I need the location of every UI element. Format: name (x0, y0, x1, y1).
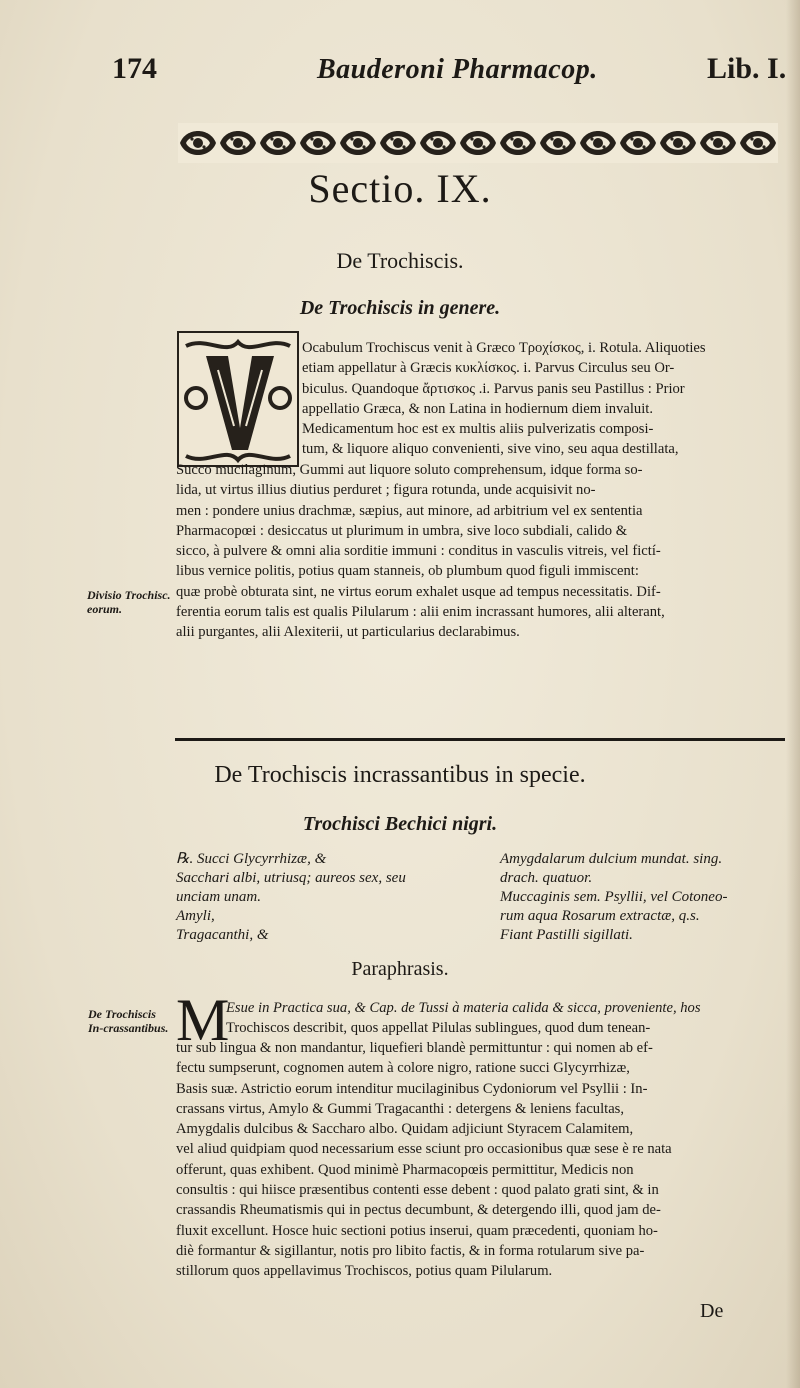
paraphrasis-body (176, 1038, 782, 1282)
text-line: offerunt, quas exhibent. Quod minimè Pharmacopœis permittitur, Medicis non (176, 1161, 634, 1178)
text-line: biculus. Quandoque ἄρτισκος .i. Parvus panis seu Pastillus : Prior (302, 380, 685, 397)
text-line: Medicamentum hoc est ex multis aliis pulverizatis composi- (302, 421, 654, 438)
running-title: Bauderoni Pharmacop. (317, 54, 598, 85)
text-line: stillorum quos appellavimus Trochiscos, potius quam Pilularum. (176, 1263, 553, 1280)
text-line: Succo mucilaginum, Gummi aut liquore soluto comprehensum, idque forma so- (176, 462, 643, 478)
recipe-line: Tragacanthi, & (176, 927, 269, 943)
section-rule (175, 738, 785, 741)
ornament-band (178, 123, 778, 163)
margin-note-divisio: Divisio Trochisc. eorum. (87, 588, 171, 616)
text-line: crassans virtus, Amylo & Gummi Tragacanthi : detergens & leniens facultas, (176, 1100, 625, 1117)
recipe-left-column (176, 850, 486, 945)
section-subtitle: De Trochiscis. (336, 248, 464, 273)
section-sub-subtitle: De Trochiscis in genere. (299, 297, 501, 319)
text-line: Pharmacopœi : desiccatus ut plurimum in umbra, sive loco subdiali, calido & (176, 522, 628, 539)
text-line: sicco, à pulvere & omni alia sorditie immuni : conditus in vasculis vitreis, vel fictí- (176, 543, 661, 560)
text-line: Amygdalis dulcibus & Saccharo albo. Quidam adjiciunt Styracem Calamitem, (176, 1121, 634, 1138)
decorated-initial-v (176, 330, 300, 468)
recipe-line: Sacchari albi, utriusq; aureos sex, seu (176, 870, 406, 886)
text-line: consultis : qui hiisce præsentibus contenti esse debent : quod palato grati sint, & in (176, 1182, 659, 1199)
section-heading: Sectio. IX. (308, 166, 492, 211)
text-line: quæ probè obturata sint, ne virtus eorum exhalet usque ad tempus necessitatis. Dif- (176, 583, 661, 600)
text-line: Basis suæ. Astrictio eorum intenditur mucilaginibus Cydoniorum vel Psyllii : In- (176, 1080, 648, 1097)
text-line: lida, ut virtus illius diutius perduret ; figura rotunda, unde acquisivit no- (176, 482, 596, 499)
recipe-line: rum aqua Rosarum extractæ, q.s. (500, 908, 700, 924)
text-line: tur sub lingua & non mandantur, liquefieri blandè permittuntur : qui nomen ab ef- (176, 1040, 653, 1056)
text-line: ferentia eorum talis est qualis Pilularum : alii enim incrassant humores, alii alterant, (176, 604, 665, 621)
recipe-line: drach. quatuor. (500, 870, 593, 886)
text-line: Trochiscos describit, quos appellat Pilulas sublingues, quod dum tenean- (226, 1020, 651, 1037)
text-line: Esue in Practica sua, & Cap. de Tussi à materia calida & sicca, proveniente, hos (226, 1000, 701, 1016)
text-line: etiam appellatur à Græcis κυκλίσκος. i. Parvus Circulus seu Or- (302, 360, 675, 377)
drop-cap-m: M (176, 987, 230, 1053)
text-line: crassandis Rheumatismis qui in pectus decumbunt, & detergendo illi, quod jam de- (176, 1202, 661, 1219)
paraphrasis-heading: Paraphrasis. (351, 958, 449, 980)
text-line: tum, & liquore aliquo convenienti, sive vino, seu aqua destillata, (302, 441, 679, 458)
page-number: 174 (112, 52, 157, 85)
recipe-line: Amyli, (176, 908, 215, 924)
text-line: fectu sumpserunt, cognomen autem à colore nigro, ratione succi Glycyrrhizæ, (176, 1060, 630, 1077)
paragraph-1-bottom (176, 460, 782, 643)
page-header (112, 52, 800, 92)
section-2-heading: De Trochiscis incrassantibus in specie. (214, 762, 586, 788)
paragraph-1-top (302, 338, 782, 460)
text-line: Ocabulum Trochiscus venit à Græco Τροχίσκος, i. Rotula. Aliquoties (302, 340, 706, 356)
recipe-line: unciam unam. (176, 889, 261, 905)
margin-note-incrassantibus: De Trochiscis In-crassantibus. (88, 1007, 169, 1035)
recipe-line: Amygdalarum dulcium mundat. sing. (500, 851, 723, 867)
recipe-title: Trochisci Bechici nigri. (302, 813, 498, 835)
text-line: vel aliud quidpiam quod necessarium esse sciunt pro occasionibus quæ sese è re nata (176, 1141, 672, 1158)
text-line: men : pondere unius drachmæ, sæpius, aut minore, ad arbitrium vel ex sententia (176, 502, 643, 519)
text-line: libus vernice politis, potius quam stanneis, ob plumbum quod figuli immiscent: (176, 563, 639, 580)
text-line: alii purgantes, alii Alexiterii, ut particularius declarabimus. (176, 624, 520, 641)
book-label: Lib. I. (707, 52, 787, 85)
text-line: appellatio Græca, & non Latina in hodiernum diem invaluit. (302, 400, 653, 417)
paraphrasis-intro (226, 998, 782, 1039)
recipe-right-column (500, 850, 790, 945)
recipe-line: Muccaginis sem. Psyllii, vel Cotoneo- (500, 889, 728, 905)
text-line: diè formantur & sigillantur, notis pro libito factis, & in forma rotularum sive pa- (176, 1242, 645, 1259)
recipe-line: Fiant Pastilli sigillati. (500, 927, 633, 943)
catchword: De (700, 1300, 724, 1322)
text-line: fluxit excellunt. Hosce huic sectioni potius inserui, quam præcedenti, quoniam ho- (176, 1222, 658, 1239)
recipe-line: ℞. Succi Glycyrrhizæ, & (176, 851, 327, 867)
